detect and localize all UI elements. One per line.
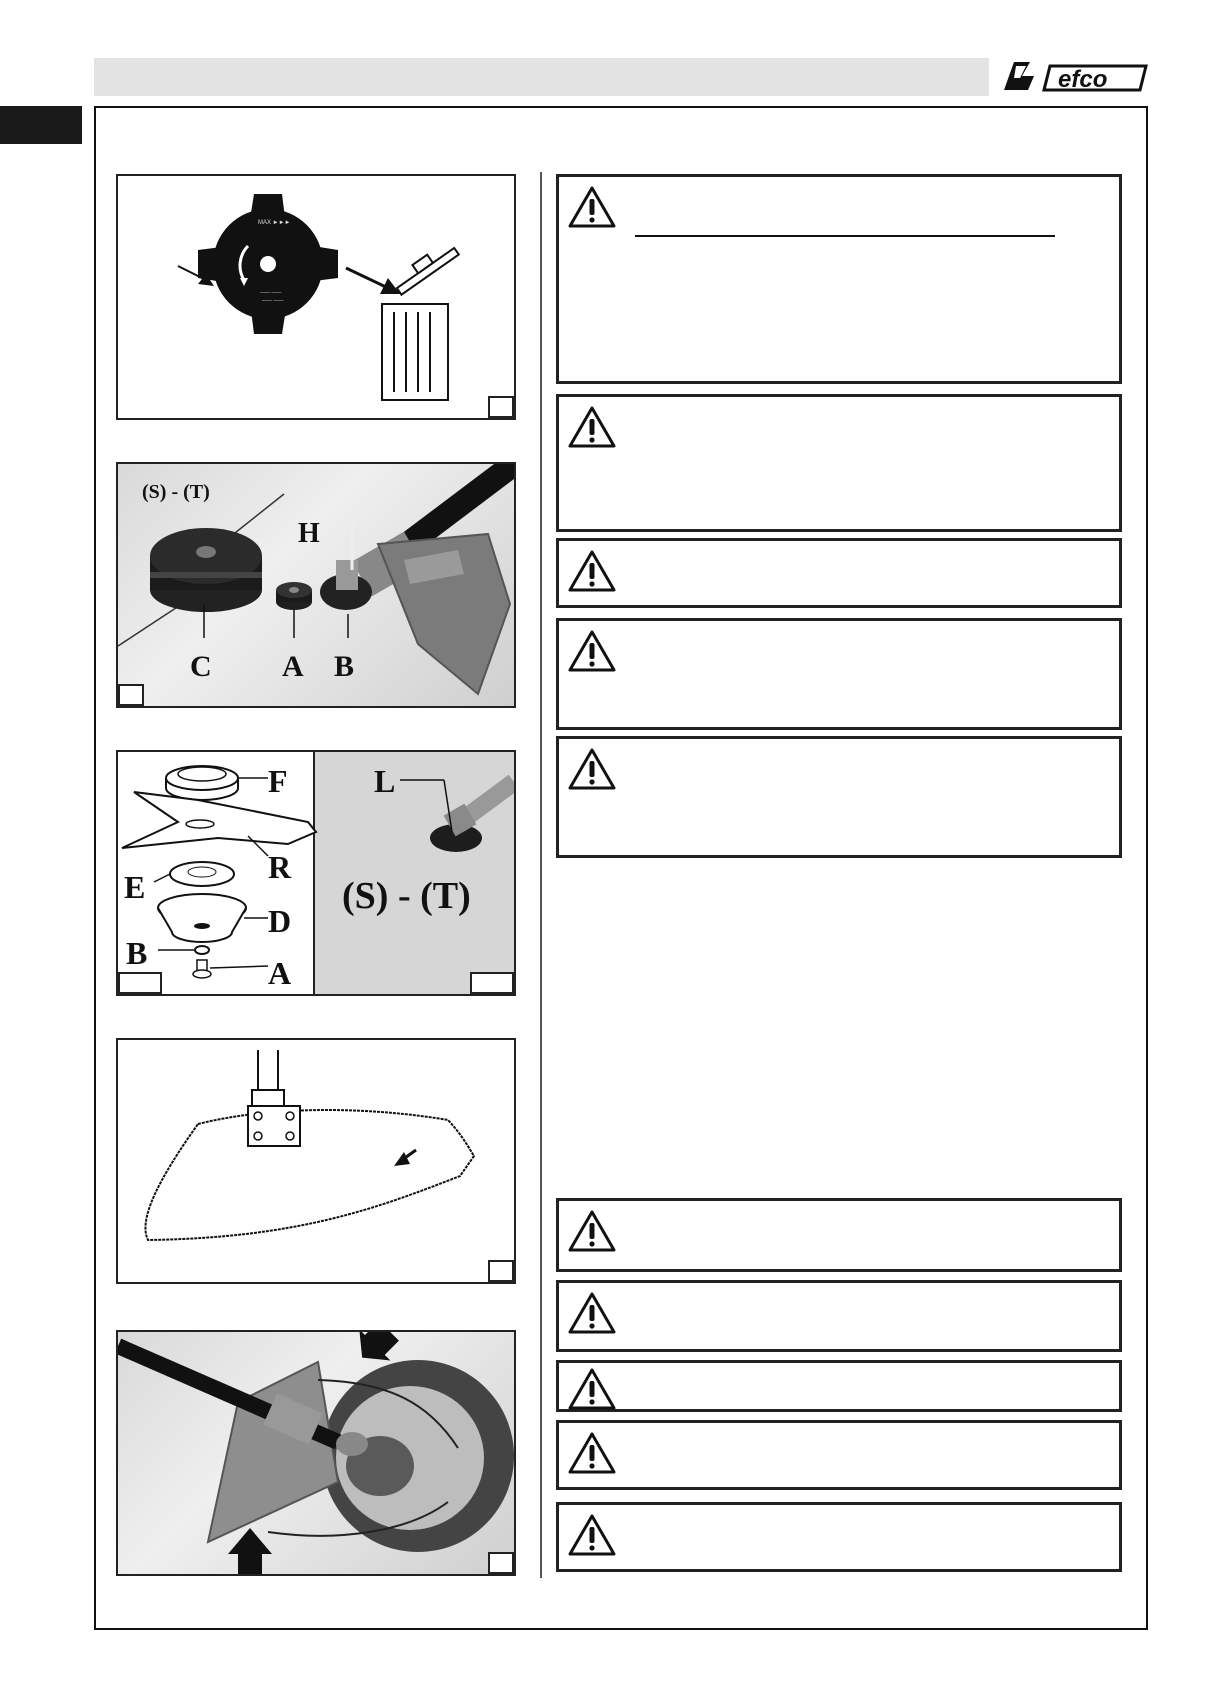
warning-triangle-icon (567, 1367, 617, 1411)
warning-triangle-icon (567, 629, 617, 673)
washer-icon (276, 582, 312, 610)
callout-l: L (374, 763, 396, 799)
warning-box-8 (556, 1360, 1122, 1412)
svg-text:MAX ►►►: MAX ►►► (258, 220, 291, 226)
warning-triangle-icon (567, 747, 617, 791)
pointer-arrow-icon (228, 1528, 272, 1574)
trash-can-icon (382, 240, 459, 400)
warning-box-4 (556, 618, 1122, 730)
heading-underline (635, 235, 1055, 237)
warning-triangle-icon (567, 1291, 617, 1335)
warning-box-3 (556, 538, 1122, 608)
bolt-a-icon (193, 960, 211, 978)
warning-box-7 (556, 1280, 1122, 1352)
logo-mark-icon (1004, 62, 1034, 90)
cup-d-icon (158, 894, 246, 942)
callout-s-t: (S) - (T) (142, 481, 210, 503)
header-bar (94, 58, 989, 96)
column-divider (540, 172, 542, 1578)
svg-text:—— ——: —— —— (260, 290, 282, 296)
figure-number-box (488, 1552, 514, 1574)
callout-a2: A (268, 955, 292, 991)
callout-s-t-2: (S) - (T) (342, 875, 471, 917)
logo-wordmark: efco (1058, 66, 1108, 93)
efco-logo (1000, 58, 1150, 96)
washer-b-icon (195, 946, 209, 954)
warning-triangle-icon (567, 1431, 617, 1475)
figure-number-box (488, 396, 514, 418)
warning-box-1 (556, 174, 1122, 384)
figure-number-box (118, 972, 162, 994)
warning-triangle-icon (567, 549, 617, 593)
callout-b2: B (126, 935, 148, 971)
four-tooth-blade-icon (198, 194, 338, 334)
figure-worn-blade-disposal (116, 174, 516, 420)
figure-trimmer-head-parts (116, 462, 516, 708)
callout-b: B (334, 650, 355, 683)
warning-triangle-icon (567, 405, 617, 449)
callout-r: R (268, 849, 292, 885)
svg-text:—— ——: —— —— (262, 298, 284, 304)
callout-a: A (282, 650, 304, 683)
language-tab (0, 106, 82, 144)
callout-e: E (124, 869, 146, 905)
figure-guard-installed (116, 1330, 516, 1576)
warning-triangle-icon (567, 1513, 617, 1557)
flange-e-icon (170, 862, 234, 886)
figure-number-box (470, 972, 514, 994)
figure-number-box (118, 684, 144, 706)
callout-f: F (268, 763, 288, 799)
three-tooth-blade-icon (122, 792, 316, 848)
callout-d: D (268, 903, 292, 939)
warning-box-2 (556, 394, 1122, 532)
callout-h: H (298, 518, 320, 549)
figure-number-box (488, 1260, 514, 1282)
warning-triangle-icon (567, 1209, 617, 1253)
guard-outline-icon (145, 1110, 474, 1240)
warning-box-6 (556, 1198, 1122, 1272)
trimmer-head-icon (150, 528, 262, 612)
warning-box-5 (556, 736, 1122, 858)
figure-guard-extension (116, 1038, 516, 1284)
figure-blade-assembly (116, 750, 516, 996)
cap-f-icon (166, 766, 238, 800)
warning-triangle-icon (567, 185, 617, 229)
callout-c: C (190, 650, 212, 683)
warning-box-10 (556, 1502, 1122, 1572)
warning-box-9 (556, 1420, 1122, 1490)
